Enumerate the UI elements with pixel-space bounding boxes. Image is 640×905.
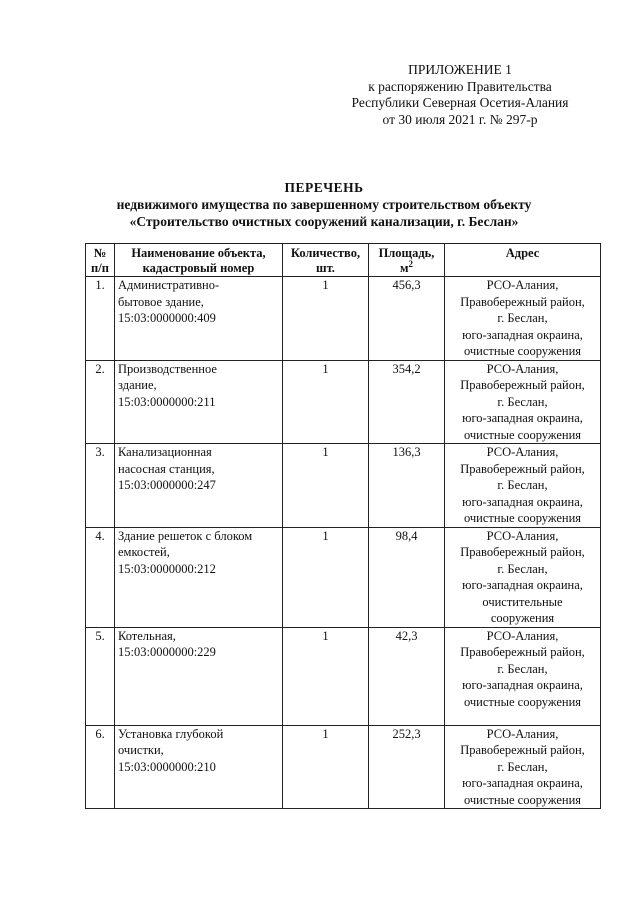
quantity: 1 — [283, 360, 369, 444]
address-line: Правобережный район, — [460, 743, 585, 757]
area: 42,3 — [369, 627, 445, 725]
address-line: Правобережный район, — [460, 378, 585, 392]
address-line: юго-западная окраина, — [462, 678, 583, 692]
address-line: очистные сооружения — [463, 511, 582, 525]
address-line: г. Беслан, — [497, 759, 548, 774]
header-address — [445, 244, 601, 277]
cadastral-number: 15:03:0000000:210 — [118, 759, 216, 774]
header-quantity-label: Количество, — [290, 246, 361, 260]
document-object-name: «Строительство очистных сооружений канализации, г. Беслан» — [129, 214, 519, 229]
address-line: юго-западная окраина, — [462, 327, 583, 342]
cadastral-number: 15:03:0000000:212 — [118, 561, 216, 576]
area: 252,3 — [369, 725, 445, 809]
table-row — [86, 360, 601, 444]
header-quantity-unit: шт. — [316, 261, 335, 275]
address-line: очистные сооружения — [463, 792, 582, 807]
appendix-date: от 30 июля 2021 г. № 297-р — [382, 111, 538, 127]
row-number: 1. — [86, 277, 115, 361]
address — [445, 527, 601, 627]
cadastral-number: 15:03:0000000:409 — [118, 311, 216, 325]
address-line: юго-западная окраина, — [462, 776, 583, 790]
object-name-line: Котельная, — [118, 628, 176, 643]
object-name-line: очистки, — [118, 743, 164, 757]
row-number: 3. — [86, 444, 115, 528]
area: 136,3 — [369, 444, 445, 528]
object-name-line: Производственное — [118, 361, 217, 376]
appendix-reference: к распоряжению Правительства — [368, 78, 552, 94]
address-line: РСО-Алания, — [486, 445, 559, 459]
address-line: РСО-Алания, — [486, 278, 559, 292]
address-line: юго-западная окраина, — [462, 494, 583, 509]
row-number: 5. — [86, 627, 115, 725]
address-line: РСО-Алания, — [486, 528, 559, 543]
object-name-line: Установка глубокой — [118, 726, 224, 741]
header-name-label: Наименование объекта, — [131, 246, 266, 260]
object-name-line: Здание решеток с блоком — [118, 528, 253, 543]
header-area-unit-text: м — [399, 261, 409, 275]
address-line: РСО-Алания, — [486, 628, 559, 643]
object-name — [115, 444, 283, 528]
document-title: ПЕРЕЧЕНЬ — [284, 180, 364, 195]
address-line: г. Беслан, — [497, 394, 548, 409]
address-line: Правобережный район, — [460, 294, 585, 309]
address-line: очистные сооружения — [463, 427, 582, 442]
object-name — [115, 277, 283, 361]
document-heading — [84, 179, 564, 230]
header-number-sublabel: п/п — [91, 261, 109, 275]
area: 456,3 — [369, 277, 445, 361]
address-line: г. Беслан, — [497, 311, 548, 325]
object-name-line: насосная станция, — [118, 461, 215, 476]
header-area — [369, 244, 445, 277]
quantity: 1 — [283, 444, 369, 528]
table-header-row — [86, 244, 601, 277]
table-row — [86, 527, 601, 627]
object-name — [115, 527, 283, 627]
address — [445, 627, 601, 725]
address — [445, 444, 601, 528]
cadastral-number: 15:03:0000000:247 — [118, 478, 216, 492]
row-number: 6. — [86, 725, 115, 809]
address-line: сооружения — [490, 611, 555, 625]
document-subtitle: недвижимого имущества по завершенному строительством объекту — [116, 197, 532, 212]
address-line: юго-западная окраина, — [462, 578, 583, 592]
object-name — [115, 627, 283, 725]
address — [445, 360, 601, 444]
cadastral-number: 15:03:0000000:211 — [118, 394, 216, 409]
header-name — [115, 244, 283, 277]
table-row — [86, 444, 601, 528]
row-number: 4. — [86, 527, 115, 627]
address-line: очистные сооружения — [463, 344, 582, 358]
header-quantity — [283, 244, 369, 277]
address-line: очистительные — [482, 594, 563, 609]
header-area-label: Площадь, — [378, 246, 435, 260]
header-address-label: Адрес — [505, 246, 540, 260]
object-name-line: здание, — [118, 378, 157, 392]
address-line: г. Беслан, — [497, 478, 548, 492]
quantity: 1 — [283, 627, 369, 725]
object-name-line: Административно- — [118, 278, 220, 292]
quantity: 1 — [283, 527, 369, 627]
header-number — [86, 244, 115, 277]
property-table — [85, 243, 601, 809]
row-number: 2. — [86, 360, 115, 444]
address-line: РСО-Алания, — [486, 361, 559, 376]
cadastral-number: 15:03:0000000:229 — [118, 645, 216, 659]
object-name-line: емкостей, — [118, 545, 170, 559]
object-name-line: бытовое здание, — [118, 294, 204, 309]
table-row — [86, 627, 601, 725]
table-row — [86, 277, 601, 361]
header-number-label: № — [93, 246, 107, 260]
header-name-sublabel: кадастровый номер — [142, 261, 255, 275]
object-name-line: Канализационная — [118, 445, 212, 459]
address-line: очистные сооружения — [463, 694, 582, 709]
appendix-title: ПРИЛОЖЕНИЕ 1 — [408, 62, 512, 77]
object-name — [115, 725, 283, 809]
address-line: г. Беслан, — [497, 561, 548, 576]
area: 98,4 — [369, 527, 445, 627]
appendix-block — [340, 62, 580, 128]
table-row — [86, 725, 601, 809]
area: 354,2 — [369, 360, 445, 444]
address-line: Правобережный район, — [460, 645, 585, 659]
header-area-unit — [372, 258, 441, 276]
quantity: 1 — [283, 277, 369, 361]
address-line: РСО-Алания, — [486, 726, 559, 741]
appendix-issuer: Республики Северная Осетия-Алания — [351, 95, 569, 110]
address — [445, 725, 601, 809]
address-line: Правобережный район, — [460, 461, 585, 476]
address-line: Правобережный район, — [460, 545, 585, 559]
quantity: 1 — [283, 725, 369, 809]
header-area-unit-sup: 2 — [408, 258, 413, 269]
address — [445, 277, 601, 361]
object-name — [115, 360, 283, 444]
address-line: юго-западная окраина, — [462, 411, 583, 425]
address-line: г. Беслан, — [497, 661, 548, 676]
